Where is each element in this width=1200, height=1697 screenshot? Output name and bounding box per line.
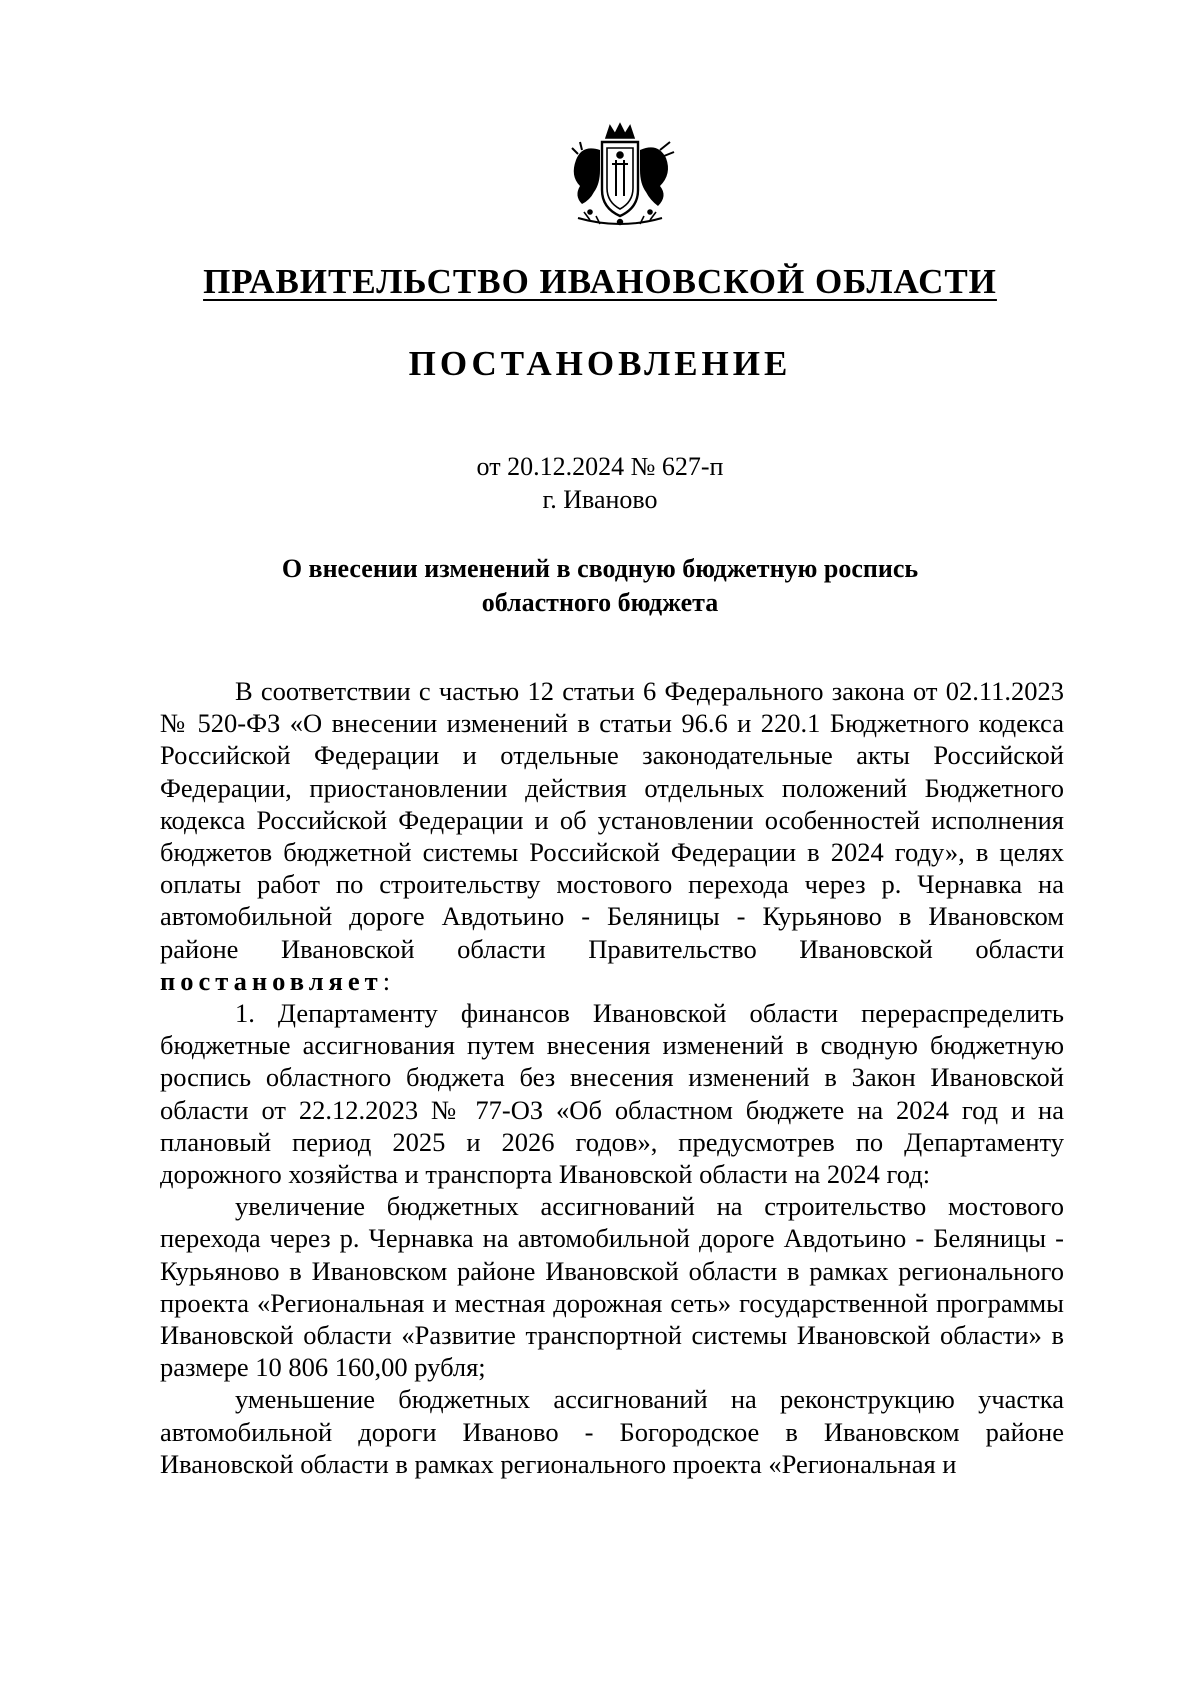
resolves-word: постановляет: [160, 965, 383, 996]
subject-line-1: О внесении изменений в сводную бюджетную роспись: [281, 554, 919, 583]
body-paragraph-preamble: [160, 675, 1064, 997]
document-type-title: ПОСТАНОВЛЕНИЕ: [408, 344, 792, 383]
document-date-number: от 20.12.2024 № 627-п: [476, 452, 724, 481]
preamble-text: В соответствии с частью 12 статьи 6 Федерального закона от 02.11.2023 № 520-ФЗ «О внесении изменений в статьи 96.6 и 220.1 Бюджетного кодекса Российской Федерации и отдельные законодательные акты Российской Федерации, приостановлении действия отдельных положений Бюджетного кодекса Российской Федерации и об установлении особенностей исполнения бюджетов бюджетной системы Российской Федерации в 2024 году», в целях оплаты работ по строительству мостового перехода через р. Чернавка на автомобильной дороге Авдотьино - Беляницы - Курьяново в Ивановском районе Ивановской области Правительство Ивановской области: [160, 676, 1064, 964]
subject-line-2: областного бюджета: [481, 588, 719, 617]
coat-of-arms-icon: [560, 120, 680, 232]
organization-title: ПРАВИТЕЛЬСТВО ИВАНОВСКОЙ ОБЛАСТИ: [203, 262, 997, 301]
document-body: [160, 675, 1064, 1480]
body-paragraph-increase: увеличение бюджетных ассигнований на строительство мостового перехода через р. Чернавка на автомобильной дороге Авдотьино - Беляницы - Курьяново в Ивановском районе Ивановской области в рамках регионального проекта «Региональная и местная дорожная сеть» государственной программы Ивановской области «Развитие транспортной системы Ивановской области» в размере 10 806 160,00 рубля;: [160, 1191, 1064, 1383]
body-paragraph-item-1: 1. Департаменту финансов Ивановской области перераспределить бюджетные ассигнования путем внесения изменений в сводную бюджетную роспись областного бюджета без внесения изменений в Закон Ивановской области от 22.12.2023 № 77-ОЗ «Об областном бюджете на 2024 год и на плановый период 2025 и 2026 годов», предусмотрев по Департаменту дорожного хозяйства и транспорта Ивановской области на 2024 год:: [160, 998, 1064, 1190]
body-paragraph-decrease: уменьшение бюджетных ассигнований на реконструкцию участка автомобильной дороги Иваново - Богородское в Ивановском районе Ивановской области в рамках регионального проекта «Региональная и: [160, 1384, 1064, 1479]
document-subject: [150, 552, 1050, 620]
document-city: г. Иваново: [542, 485, 658, 514]
resolves-colon: :: [382, 965, 391, 996]
